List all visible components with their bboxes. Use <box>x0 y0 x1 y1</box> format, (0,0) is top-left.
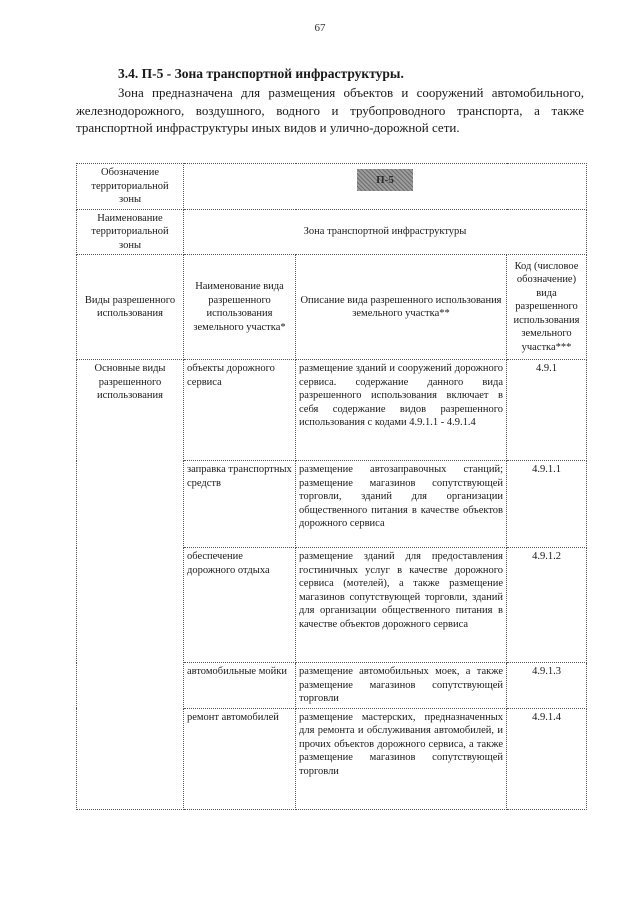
use-name: объекты дорожного сервиса <box>184 360 296 461</box>
name-label: Наименование территориальной зоны <box>77 209 184 255</box>
col-code-header: Код (числовое обозначение) вида разрешенного использования земельного участка*** <box>507 255 587 360</box>
zone-name: Зона транспортной инфраструктуры <box>184 209 587 255</box>
zone-code-cell <box>184 164 587 210</box>
zone-code-stamp: П-5 <box>357 169 413 191</box>
use-name: заправка транспортных средств <box>184 461 296 548</box>
section-heading: 3.4. П-5 - Зона транспортной инфраструктуры. <box>118 66 404 81</box>
use-description: размещение зданий и сооружений дорожного сервиса. содержание данного вида разрешенного использования включает в себя содержание видов разрешенного использования с кодами 4.9.1.1 - 4.9.1.4 <box>296 360 507 461</box>
name-row <box>77 209 587 255</box>
use-code: 4.9.1.2 <box>507 548 587 663</box>
uses-label: Виды разрешенного использования <box>77 255 184 360</box>
table-row <box>77 360 587 461</box>
designation-row <box>77 164 587 210</box>
use-description: размещение автомобильных моек, а также размещение магазинов сопутствующей торговли <box>296 663 507 709</box>
designation-label: Обозначение территориальной зоны <box>77 164 184 210</box>
use-code: 4.9.1.4 <box>507 708 587 809</box>
zone-table <box>76 163 587 810</box>
use-description: размещение зданий для предоставления гостиничных услуг в качестве дорожного сервиса (мотелей), а также размещение магазинов сопутствующей торговли, зданий для организации общественного питания в качестве объектов дорожного сервиса <box>296 548 507 663</box>
use-description: размещение автозаправочных станций; размещение магазинов сопутствующей торговли, зданий для организации общественного питания в качестве объектов дорожного сервиса <box>296 461 507 548</box>
use-code: 4.9.1.1 <box>507 461 587 548</box>
use-name: автомобильные мойки <box>184 663 296 709</box>
use-name: ремонт автомобилей <box>184 708 296 809</box>
main-uses-label: Основные виды разрешенного использования <box>77 360 184 810</box>
use-code: 4.9.1.3 <box>507 663 587 709</box>
col-name-header: Наименование вида разрешенного использования земельного участка* <box>184 255 296 360</box>
use-description: размещение мастерских, предназначенных для ремонта и обслуживания автомобилей, и прочих объектов дорожного сервиса, а также размещение магазинов сопутствующей торговли <box>296 708 507 809</box>
header-row <box>77 255 587 360</box>
use-name: обеспечение дорожного отдыха <box>184 548 296 663</box>
use-code: 4.9.1 <box>507 360 587 461</box>
section-intro: Зона предназначена для размещения объектов и сооружений автомобильного, железнодорожного, воздушного, водного и трубопроводного транспорта, а также транспортной инфраструктуры иных видов и улично-дорожной сети. <box>76 85 584 135</box>
page-number: 67 <box>314 22 326 34</box>
col-desc-header: Описание вида разрешенного использования земельного участка** <box>296 255 507 360</box>
